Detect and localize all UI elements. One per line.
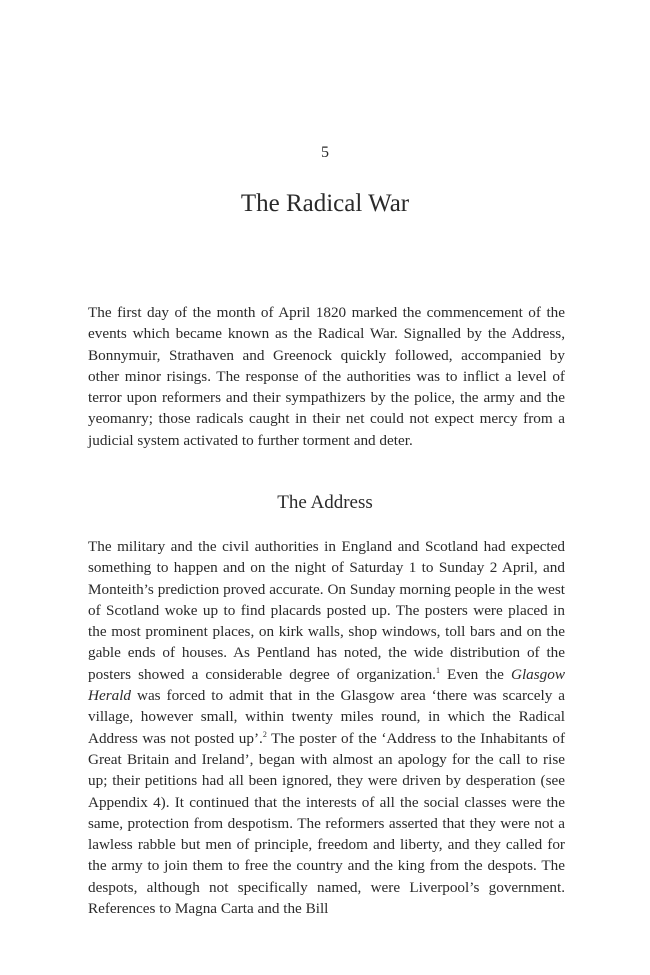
footnote-marker[interactable]: 2 bbox=[262, 729, 267, 739]
paragraph-text: was forced to admit that in the Glasgow area ‘there was scarcely a village, however small, within twenty miles round, in which the Radical Address was not posted up’. bbox=[88, 687, 565, 747]
paragraph-text: The military and the civil authorities in England and Scotland had expected something to happen and on the night of Saturday 1 to Sunday 2 April, and Monteith’s prediction proved accurate. On Sunday morning people in the west of Scotland woke up to find placards posted up. The posters were placed in the most prominent places, on kirk walls, shop windows, toll bars and on the gable ends of houses. As Pentland has noted, the wide distribution of the posters showed a considerable degree of organization. bbox=[88, 538, 565, 683]
intro-paragraph: The first day of the month of April 1820 marked the commencement of the events which became known as the Radical War. Signalled by the Address, Bonnymuir, Strathaven and Greenock quickly followed, accompanied by other minor risings. The response of the authorities was to inflict a level of terror upon reformers and their sympathizers by the police, the army and the yeomanry; those radicals caught in their net could not expect mercy from a judicial system activated to further torment and deter. bbox=[88, 304, 565, 449]
body-paragraph bbox=[88, 536, 565, 919]
chapter-title: The Radical War bbox=[240, 190, 410, 217]
footnote-marker[interactable]: 1 bbox=[435, 665, 440, 675]
chapter-number: 5 bbox=[321, 144, 329, 161]
section-heading: The Address bbox=[277, 492, 373, 513]
newspaper-title: Glasgow Herald bbox=[88, 665, 565, 705]
paragraph-text: The poster of the ‘Address to the Inhabitants of Great Britain and Ireland’, began with almost an apology for the call to rise up; their petitions had all been ignored, they were driven by desperation (see Appendix 4). It continued that the interests of all the social classes were the same, protection from despotism. The reformers asserted that they were not a lawless rabble but men of principle, freedom and liberty, and they called for the army to join them to free the country and the king from the despots. The despots, although not specifically named, were Liverpool’s government. References to Magna Carta and the Bill bbox=[88, 729, 565, 918]
paragraph-text: Even the bbox=[439, 665, 511, 683]
